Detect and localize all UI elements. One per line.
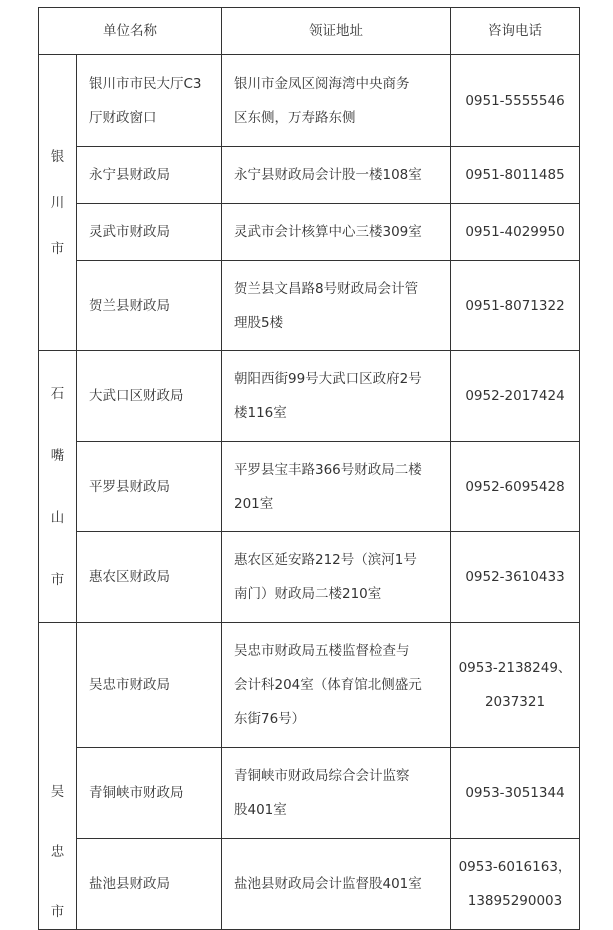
table-row [39,351,580,442]
address: 朝阳西街99号大武口区政府2号 楼116室 [234,371,422,421]
city-char: 银 [50,148,65,165]
unit-name: 惠农区财政局 [89,569,170,585]
table-row [39,532,580,623]
phone: 0953-2138249、 2037321 [458,659,572,710]
unit-name: 平罗县财政局 [89,478,170,495]
phone: 0953-6016163， 13895290003 [458,859,572,910]
table-row [39,204,580,261]
address: 惠农区延安路212号（滨河1号 南门）财政局二楼210室 [234,552,417,602]
city-char: 吴 [50,784,65,800]
city-cell-wuzhong [39,623,77,930]
phone: 0952-6095428 [465,478,565,495]
address: 青铜峡市财政局综合会计监察 股401室 [234,768,410,819]
phone: 0951-5555546 [465,92,565,109]
address: 银川市金凤区阅海湾中央商务 区东侧，万寿路东侧 [234,75,410,126]
table-row [39,55,580,147]
unit-name: 吴忠市财政局 [89,676,170,693]
unit-name: 灵武市财政局 [89,224,170,240]
table-row [39,261,580,351]
phone: 0952-2017424 [465,388,565,404]
city-char: 石 [50,385,65,402]
city-char: 忠 [50,844,65,860]
unit-name: 贺兰县财政局 [89,297,170,314]
table-row [39,442,580,532]
city-cell-shizuishan [39,351,77,623]
city-char: 嘴 [50,447,65,464]
address: 灵武市会计核算中心三楼309室 [234,224,422,240]
address: 永宁县财政局会计股一楼108室 [234,167,422,183]
table-row [39,623,580,748]
phone: 0952-3610433 [465,569,565,585]
header-address: 领证地址 [222,8,451,55]
city-cell-yinchuan [39,55,77,351]
address: 平罗县宝丰路366号财政局二楼 201室 [234,461,422,512]
phone: 0951-8011485 [465,167,565,183]
address: 盐池县财政局会计监督股401室 [234,876,422,893]
table-header-row [39,8,580,55]
city-char: 市 [50,240,65,257]
city-char: 市 [50,571,65,588]
header-unit-name: 单位名称 [39,8,222,55]
city-char: 川 [50,194,65,211]
phone: 0951-4029950 [465,224,565,240]
unit-name: 永宁县财政局 [89,167,170,183]
city-char: 山 [50,509,65,526]
unit-name: 盐池县财政局 [89,876,170,893]
phone: 0951-8071322 [465,297,565,314]
table-row [39,747,580,839]
unit-name: 大武口区财政局 [89,388,184,404]
address: 吴忠市财政局五楼监督检查与 会计科204室（体育馆北侧盛元 东街76号） [234,642,422,727]
unit-name: 青铜峡市财政局 [89,785,184,802]
table-row [39,839,580,930]
header-phone: 咨询电话 [451,8,580,55]
address: 贺兰县文昌路8号财政局会计管 理股5楼 [234,280,419,331]
city-char: 市 [50,904,65,920]
unit-name: 银川市市民大厅C3 厅财政窗口 [89,75,202,126]
phone: 0953-3051344 [465,785,565,802]
issuing-locations-table [38,7,580,930]
table-row [39,147,580,204]
